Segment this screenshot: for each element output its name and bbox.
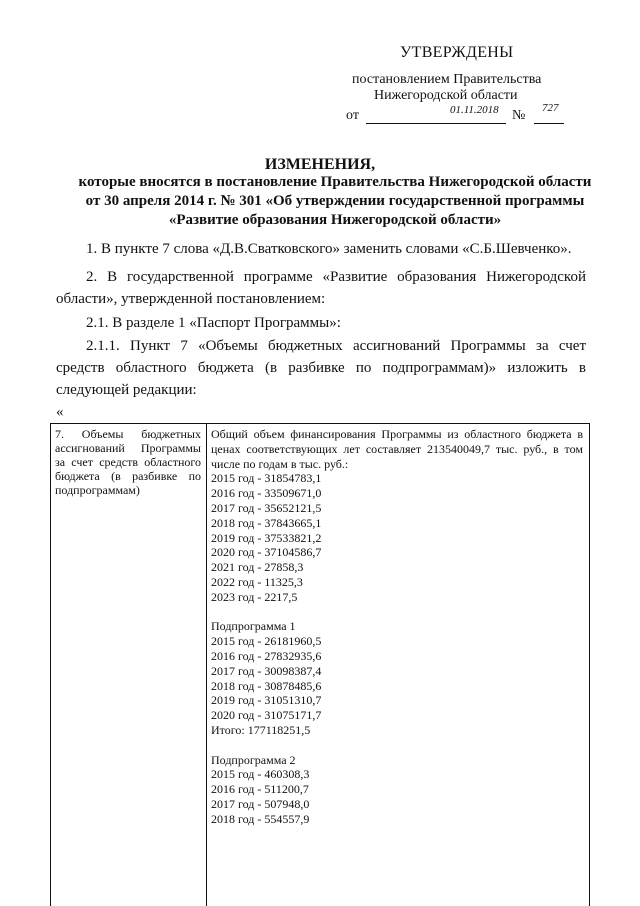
list-item: 2016 год - 33509671,0	[211, 486, 322, 501]
spacer	[211, 605, 583, 620]
list-item: 2015 год - 31854783,1	[211, 471, 322, 486]
list-item: 2018 год - 554557,9	[211, 811, 310, 826]
list-item: 2017 год - 30098387,4	[211, 663, 322, 678]
list-item: 2015 год - 460308,3	[211, 767, 310, 782]
opening-quote: «	[56, 404, 64, 420]
from-label: от	[346, 108, 359, 123]
table-column-divider	[206, 424, 207, 906]
list-item: 2016 год - 27832935,6	[211, 648, 322, 663]
list-item: 2021 год - 27858,3	[211, 560, 304, 575]
list-item: 2017 год - 507948,0	[211, 796, 310, 811]
approval-date: 01.11.2018	[450, 104, 499, 116]
number-underline	[534, 123, 564, 124]
list-item: 2023 год - 2217,5	[211, 589, 298, 604]
subprogram-1-total: Итого: 177118251,5	[211, 722, 311, 737]
subprogram-2-title: Подпрограмма 2	[211, 752, 296, 767]
list-item: 2020 год - 31075171,7	[211, 708, 322, 723]
approval-resolution-line: постановлением Правительства	[352, 72, 542, 87]
subprogram-2-years-list	[211, 767, 583, 826]
paragraph-2: 2. В государственной программе «Развитие образования Нижегородской области», утвержденной постановлением:	[56, 269, 586, 307]
paragraph-2-1-1: 2.1.1. Пункт 7 «Объемы бюджетных ассигнований Программы за счет средств областного бюджета (в разбивке по подпрограммам)» изложить в следующей редакции:	[56, 338, 586, 398]
document-title: ИЗМЕНЕНИЯ,	[264, 156, 376, 173]
table-right-cell	[211, 427, 583, 827]
approval-number: 727	[542, 102, 559, 114]
list-item: 2019 год - 31051310,7	[211, 693, 322, 708]
funding-intro: Общий объем финансирования Программы из областного бюджета в ценах соответствующих лет составляет 213540049,7 тыс. руб., в том числе по годам в тыс. руб.:	[211, 427, 583, 471]
subprogram-1-years-list	[211, 634, 583, 723]
table-left-cell: 7. Объемы бюджетных ассигнований Программы за счет средств областного бюджета (в разбивке по подпрограммам)	[55, 427, 201, 497]
budget-table	[50, 423, 590, 906]
spacer	[211, 738, 583, 753]
approval-region-line: Нижегородской области	[374, 88, 518, 103]
document-subtitle: которые вносятся в постановление Правительства Нижегородской области от 30 апреля 2014 г. № 301 «Об утверждении государственной программы «Развитие образования Нижегородской области»	[78, 174, 592, 228]
list-item: 2020 год - 37104586,7	[211, 545, 322, 560]
list-item: 2015 год - 26181960,5	[211, 634, 322, 649]
list-item: 2016 год - 511200,7	[211, 782, 309, 797]
list-item: 2022 год - 11325,3	[211, 574, 303, 589]
approval-date-row	[346, 102, 576, 126]
list-item: 2018 год - 30878485,6	[211, 678, 322, 693]
approved-heading: УТВЕРЖДЕНЫ	[400, 44, 514, 61]
paragraph-1: 1. В пункте 7 слова «Д.В.Сватковского» заменить словами «С.Б.Шевченко».	[86, 241, 572, 257]
list-item: 2017 год - 35652121,5	[211, 500, 322, 515]
list-item: 2018 год - 37843665,1	[211, 515, 322, 530]
paragraph-2-1: 2.1. В разделе 1 «Паспорт Программы»:	[86, 315, 341, 331]
date-underline	[366, 123, 506, 124]
subprogram-1-title: Подпрограмма 1	[211, 619, 296, 634]
total-years-list	[211, 471, 583, 604]
list-item: 2019 год - 37533821,2	[211, 530, 322, 545]
number-sign: №	[512, 108, 526, 123]
